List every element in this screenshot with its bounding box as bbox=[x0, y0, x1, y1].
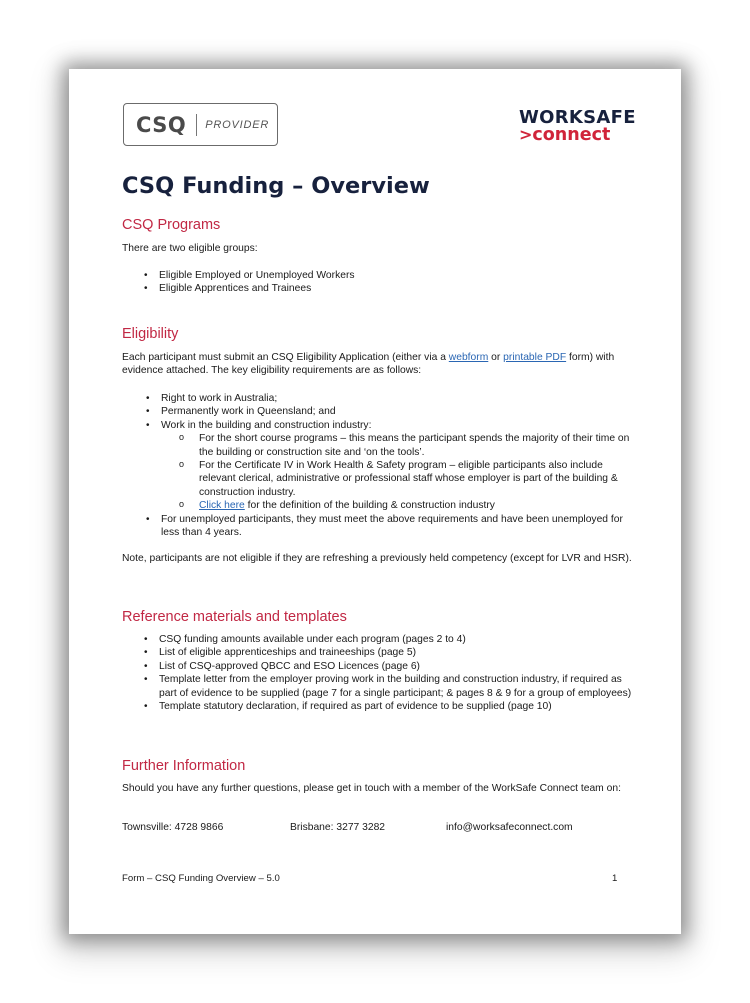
list-item: • Eligible Apprentices and Trainees bbox=[122, 282, 632, 295]
list-item: • Template statutory declaration, if required as part of evidence to be supplied (page 10) bbox=[122, 700, 632, 713]
programs-intro: There are two eligible groups: bbox=[122, 243, 258, 254]
contact-email: info@worksafeconnect.com bbox=[446, 822, 573, 833]
list-item: • List of eligible apprenticeships and traineeships (page 5) bbox=[122, 646, 632, 659]
brisbane-phone: Brisbane: 3277 3282 bbox=[290, 822, 386, 833]
reference-heading: Reference materials and templates bbox=[122, 609, 347, 625]
sub-list-item bbox=[161, 499, 632, 512]
further-info-heading: Further Information bbox=[122, 758, 246, 774]
worksafe-logo-line1: WORKSAFE bbox=[519, 107, 636, 128]
document-title: CSQ Funding – Overview bbox=[122, 173, 430, 199]
list-item: • Right to work in Australia; bbox=[122, 392, 632, 405]
eligibility-note: Note, participants are not eligible if they are refreshing a previously held competency (except for LVR and HSR). bbox=[122, 553, 632, 564]
eligibility-list bbox=[122, 392, 632, 539]
webform-link[interactable]: webform bbox=[448, 352, 489, 363]
list-item: • CSQ funding amounts available under each program (pages 2 to 4) bbox=[122, 633, 632, 646]
list-item: • Eligible Employed or Unemployed Workers bbox=[122, 269, 632, 282]
list-item: • List of CSQ-approved QBCC and ESO Licences (page 6) bbox=[122, 660, 632, 673]
csq-provider-logo bbox=[123, 103, 278, 146]
logo-divider bbox=[196, 114, 197, 136]
eligibility-sublist bbox=[161, 432, 632, 512]
list-item-text: Work in the building and construction industry: bbox=[161, 419, 372, 431]
click-here-link[interactable]: Click here bbox=[199, 500, 245, 512]
printable-pdf-link[interactable]: printable PDF bbox=[503, 352, 567, 363]
page-number: 1 bbox=[612, 873, 618, 884]
list-item: • Template letter from the employer proving work in the building and construction industry, if required as part of evidence to be supplied (page 7 for a single participant; & pages 8 & 9 for a group of employees) bbox=[122, 673, 632, 700]
townsville-phone: Townsville: 4728 9866 bbox=[122, 822, 224, 833]
reference-list bbox=[122, 633, 632, 713]
further-info-text: Should you have any further questions, please get in touch with a member of the WorkSafe Connect team on: bbox=[122, 783, 621, 794]
list-item: • Permanently work in Queensland; and bbox=[122, 405, 632, 418]
eligibility-intro-text: or bbox=[488, 352, 504, 363]
footer-form-label: Form – CSQ Funding Overview – 5.0 bbox=[122, 873, 280, 884]
programs-list bbox=[122, 269, 632, 296]
logo-arrow-icon: > bbox=[519, 125, 533, 144]
list-item: • For unemployed participants, they must meet the above requirements and have been unemployed for less than 4 years. bbox=[122, 513, 632, 540]
sub-list-item: o For the short course programs – this means the participant spends the majority of their time on the building or construction site and ‘on the tools’. bbox=[161, 432, 632, 459]
eligibility-intro-text: Each participant must submit an CSQ Eligibility Application (either via a bbox=[122, 352, 449, 363]
worksafe-logo-line2 bbox=[519, 127, 636, 145]
programs-heading: CSQ Programs bbox=[122, 217, 221, 233]
sub-list-item: o For the Certificate IV in Work Health & Safety program – eligible participants also include relevant clerical, administrative or professional staff whose employer is part of the building & construction industry. bbox=[161, 459, 632, 499]
eligibility-heading: Eligibility bbox=[122, 326, 179, 342]
eligibility-intro-text: form) with evidence attached. The key eligibility requirements are as follows: bbox=[122, 352, 615, 377]
sub-list-item-text: for the definition of the building & construction industry bbox=[244, 500, 495, 512]
list-item bbox=[122, 419, 632, 513]
document-page bbox=[69, 69, 681, 934]
csq-logo-mark: CSQ bbox=[136, 112, 187, 137]
csq-logo-subtitle: PROVIDER bbox=[205, 118, 270, 131]
eligibility-intro bbox=[122, 351, 632, 378]
worksafe-connect-logo bbox=[519, 109, 636, 145]
worksafe-logo-connect: connect bbox=[532, 125, 611, 145]
